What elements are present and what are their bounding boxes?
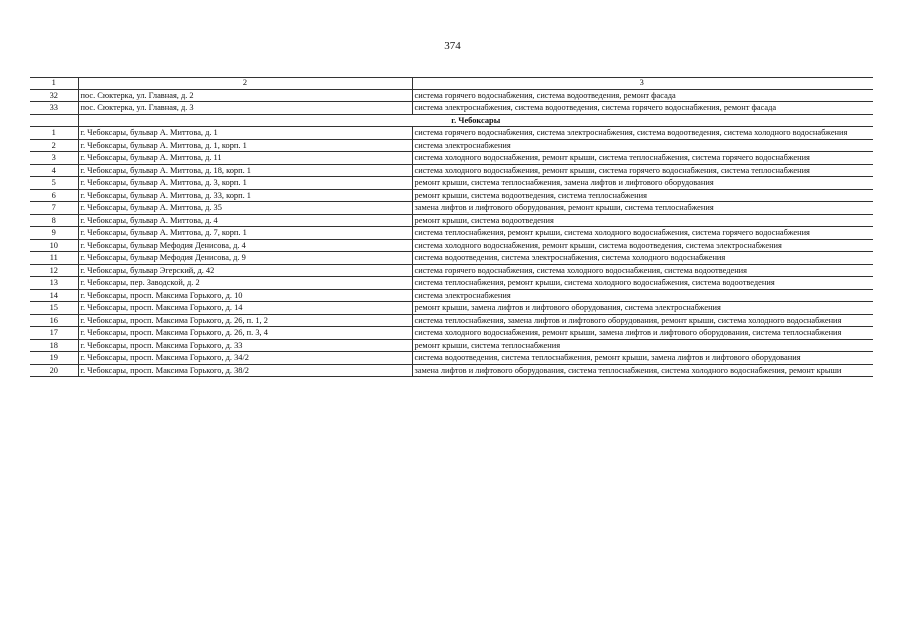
row-address: пос. Сюктерка, ул. Главная, д. 3 [78, 102, 412, 115]
row-address: г. Чебоксары, бульвар А. Миттова, д. 4 [78, 214, 412, 227]
row-works: система холодного водоснабжения, ремонт крыши, система водоотведения, система электроснабжения [412, 239, 873, 252]
row-number: 10 [30, 239, 78, 252]
row-number: 32 [30, 89, 78, 102]
row-number: 15 [30, 302, 78, 315]
row-works: система водоотведения, система теплоснабжения, ремонт крыши, замена лифтов и лифтового оборудования [412, 352, 873, 365]
column-header-works: 3 [412, 78, 873, 90]
table-row [30, 127, 873, 140]
row-works: система электроснабжения [412, 289, 873, 302]
table-row [30, 339, 873, 352]
row-works: система теплоснабжения, ремонт крыши, система холодного водоснабжения, система горячего водоснабжения [412, 227, 873, 240]
row-works: ремонт крыши, система теплоснабжения [412, 339, 873, 352]
row-address: г. Чебоксары, бульвар А. Миттова, д. 35 [78, 202, 412, 215]
row-address: г. Чебоксары, просп. Максима Горького, д. 10 [78, 289, 412, 302]
row-address: г. Чебоксары, бульвар А. Миттова, д. 3, корп. 1 [78, 177, 412, 190]
table-row [30, 289, 873, 302]
table-row [30, 227, 873, 240]
row-works: система горячего водоснабжения, система электроснабжения, система водоотведения, система холодного водоснабжения [412, 127, 873, 140]
table-row [30, 277, 873, 290]
row-address: г. Чебоксары, пер. Заводской, д. 2 [78, 277, 412, 290]
column-header-address: 2 [78, 78, 412, 90]
row-works: ремонт крыши, система водоотведения, система теплоснабжения [412, 189, 873, 202]
row-number: 14 [30, 289, 78, 302]
table-row [30, 202, 873, 215]
row-address: г. Чебоксары, просп. Максима Горького, д. 26, п. 3, 4 [78, 327, 412, 340]
row-address: г. Чебоксары, бульвар А. Миттова, д. 33, корп. 1 [78, 189, 412, 202]
column-header-row [30, 78, 873, 90]
table-row [30, 189, 873, 202]
row-works: замена лифтов и лифтового оборудования, ремонт крыши, система теплоснабжения [412, 202, 873, 215]
table-row [30, 214, 873, 227]
row-number: 33 [30, 102, 78, 115]
row-number: 1 [30, 127, 78, 140]
row-works: система электроснабжения, система водоотведения, система горячего водоснабжения, ремонт фасада [412, 102, 873, 115]
city-heading-spacer [30, 114, 78, 127]
row-number: 5 [30, 177, 78, 190]
table-body [30, 89, 873, 377]
row-number: 19 [30, 352, 78, 365]
row-number: 13 [30, 277, 78, 290]
table-row [30, 239, 873, 252]
city-heading-row [30, 114, 873, 127]
row-number: 3 [30, 152, 78, 165]
table-row [30, 164, 873, 177]
row-address: пос. Сюктерка, ул. Главная, д. 2 [78, 89, 412, 102]
page-number: 374 [444, 40, 461, 52]
row-works: система горячего водоснабжения, система холодного водоснабжения, система водоотведения [412, 264, 873, 277]
table-row [30, 352, 873, 365]
row-address: г. Чебоксары, бульвар Мефодия Денисова, д. 4 [78, 239, 412, 252]
row-address: г. Чебоксары, просп. Максима Горького, д. 38/2 [78, 364, 412, 377]
row-number: 2 [30, 139, 78, 152]
row-address: г. Чебоксары, бульвар А. Миттова, д. 18, корп. 1 [78, 164, 412, 177]
row-number: 16 [30, 314, 78, 327]
table-row [30, 152, 873, 165]
table-row [30, 252, 873, 265]
row-works: система горячего водоснабжения, система водоотведения, ремонт фасада [412, 89, 873, 102]
row-number: 7 [30, 202, 78, 215]
table-row [30, 264, 873, 277]
repair-program-table [30, 77, 873, 377]
row-address: г. Чебоксары, бульвар Эгерский, д. 42 [78, 264, 412, 277]
row-number: 11 [30, 252, 78, 265]
city-heading: г. Чебоксары [78, 114, 873, 127]
row-works: система теплоснабжения, замена лифтов и лифтового оборудования, ремонт крыши, система холодного водоснабжения [412, 314, 873, 327]
row-address: г. Чебоксары, просп. Максима Горького, д. 26, п. 1, 2 [78, 314, 412, 327]
row-works: ремонт крыши, замена лифтов и лифтового оборудования, система электроснабжения [412, 302, 873, 315]
row-address: г. Чебоксары, бульвар Мефодия Денисова, д. 9 [78, 252, 412, 265]
row-number: 4 [30, 164, 78, 177]
row-works: ремонт крыши, система водоотведения [412, 214, 873, 227]
row-number: 12 [30, 264, 78, 277]
table-row [30, 327, 873, 340]
row-address: г. Чебоксары, просп. Максима Горького, д. 14 [78, 302, 412, 315]
row-works: система электроснабжения [412, 139, 873, 152]
row-address: г. Чебоксары, бульвар А. Миттова, д. 1, корп. 1 [78, 139, 412, 152]
row-address: г. Чебоксары, бульвар А. Миттова, д. 11 [78, 152, 412, 165]
row-number: 18 [30, 339, 78, 352]
row-address: г. Чебоксары, бульвар А. Миттова, д. 1 [78, 127, 412, 140]
row-works: система водоотведения, система электроснабжения, система холодного водоснабжения [412, 252, 873, 265]
row-works: система холодного водоснабжения, ремонт крыши, замена лифтов и лифтового оборудования, система теплоснабжения [412, 327, 873, 340]
row-number: 17 [30, 327, 78, 340]
row-works: система холодного водоснабжения, ремонт крыши, система горячего водоснабжения, система теплоснабжения [412, 164, 873, 177]
row-number: 9 [30, 227, 78, 240]
row-address: г. Чебоксары, просп. Максима Горького, д. 34/2 [78, 352, 412, 365]
table-row [30, 314, 873, 327]
column-header-number: 1 [30, 78, 78, 90]
row-number: 20 [30, 364, 78, 377]
row-works: замена лифтов и лифтового оборудования, система теплоснабжения, система холодного водоснабжения, ремонт крыши [412, 364, 873, 377]
row-works: система холодного водоснабжения, ремонт крыши, система теплоснабжения, система горячего водоснабжения [412, 152, 873, 165]
row-works: ремонт крыши, система теплоснабжения, замена лифтов и лифтового оборудования [412, 177, 873, 190]
table-row [30, 139, 873, 152]
row-address: г. Чебоксары, бульвар А. Миттова, д. 7, корп. 1 [78, 227, 412, 240]
row-number: 6 [30, 189, 78, 202]
table-row [30, 302, 873, 315]
row-number: 8 [30, 214, 78, 227]
table-row [30, 177, 873, 190]
row-address: г. Чебоксары, просп. Максима Горького, д. 33 [78, 339, 412, 352]
table-row [30, 102, 873, 115]
table-row [30, 89, 873, 102]
table-row [30, 364, 873, 377]
row-works: система теплоснабжения, ремонт крыши, система холодного водоснабжения, система водоотведения [412, 277, 873, 290]
